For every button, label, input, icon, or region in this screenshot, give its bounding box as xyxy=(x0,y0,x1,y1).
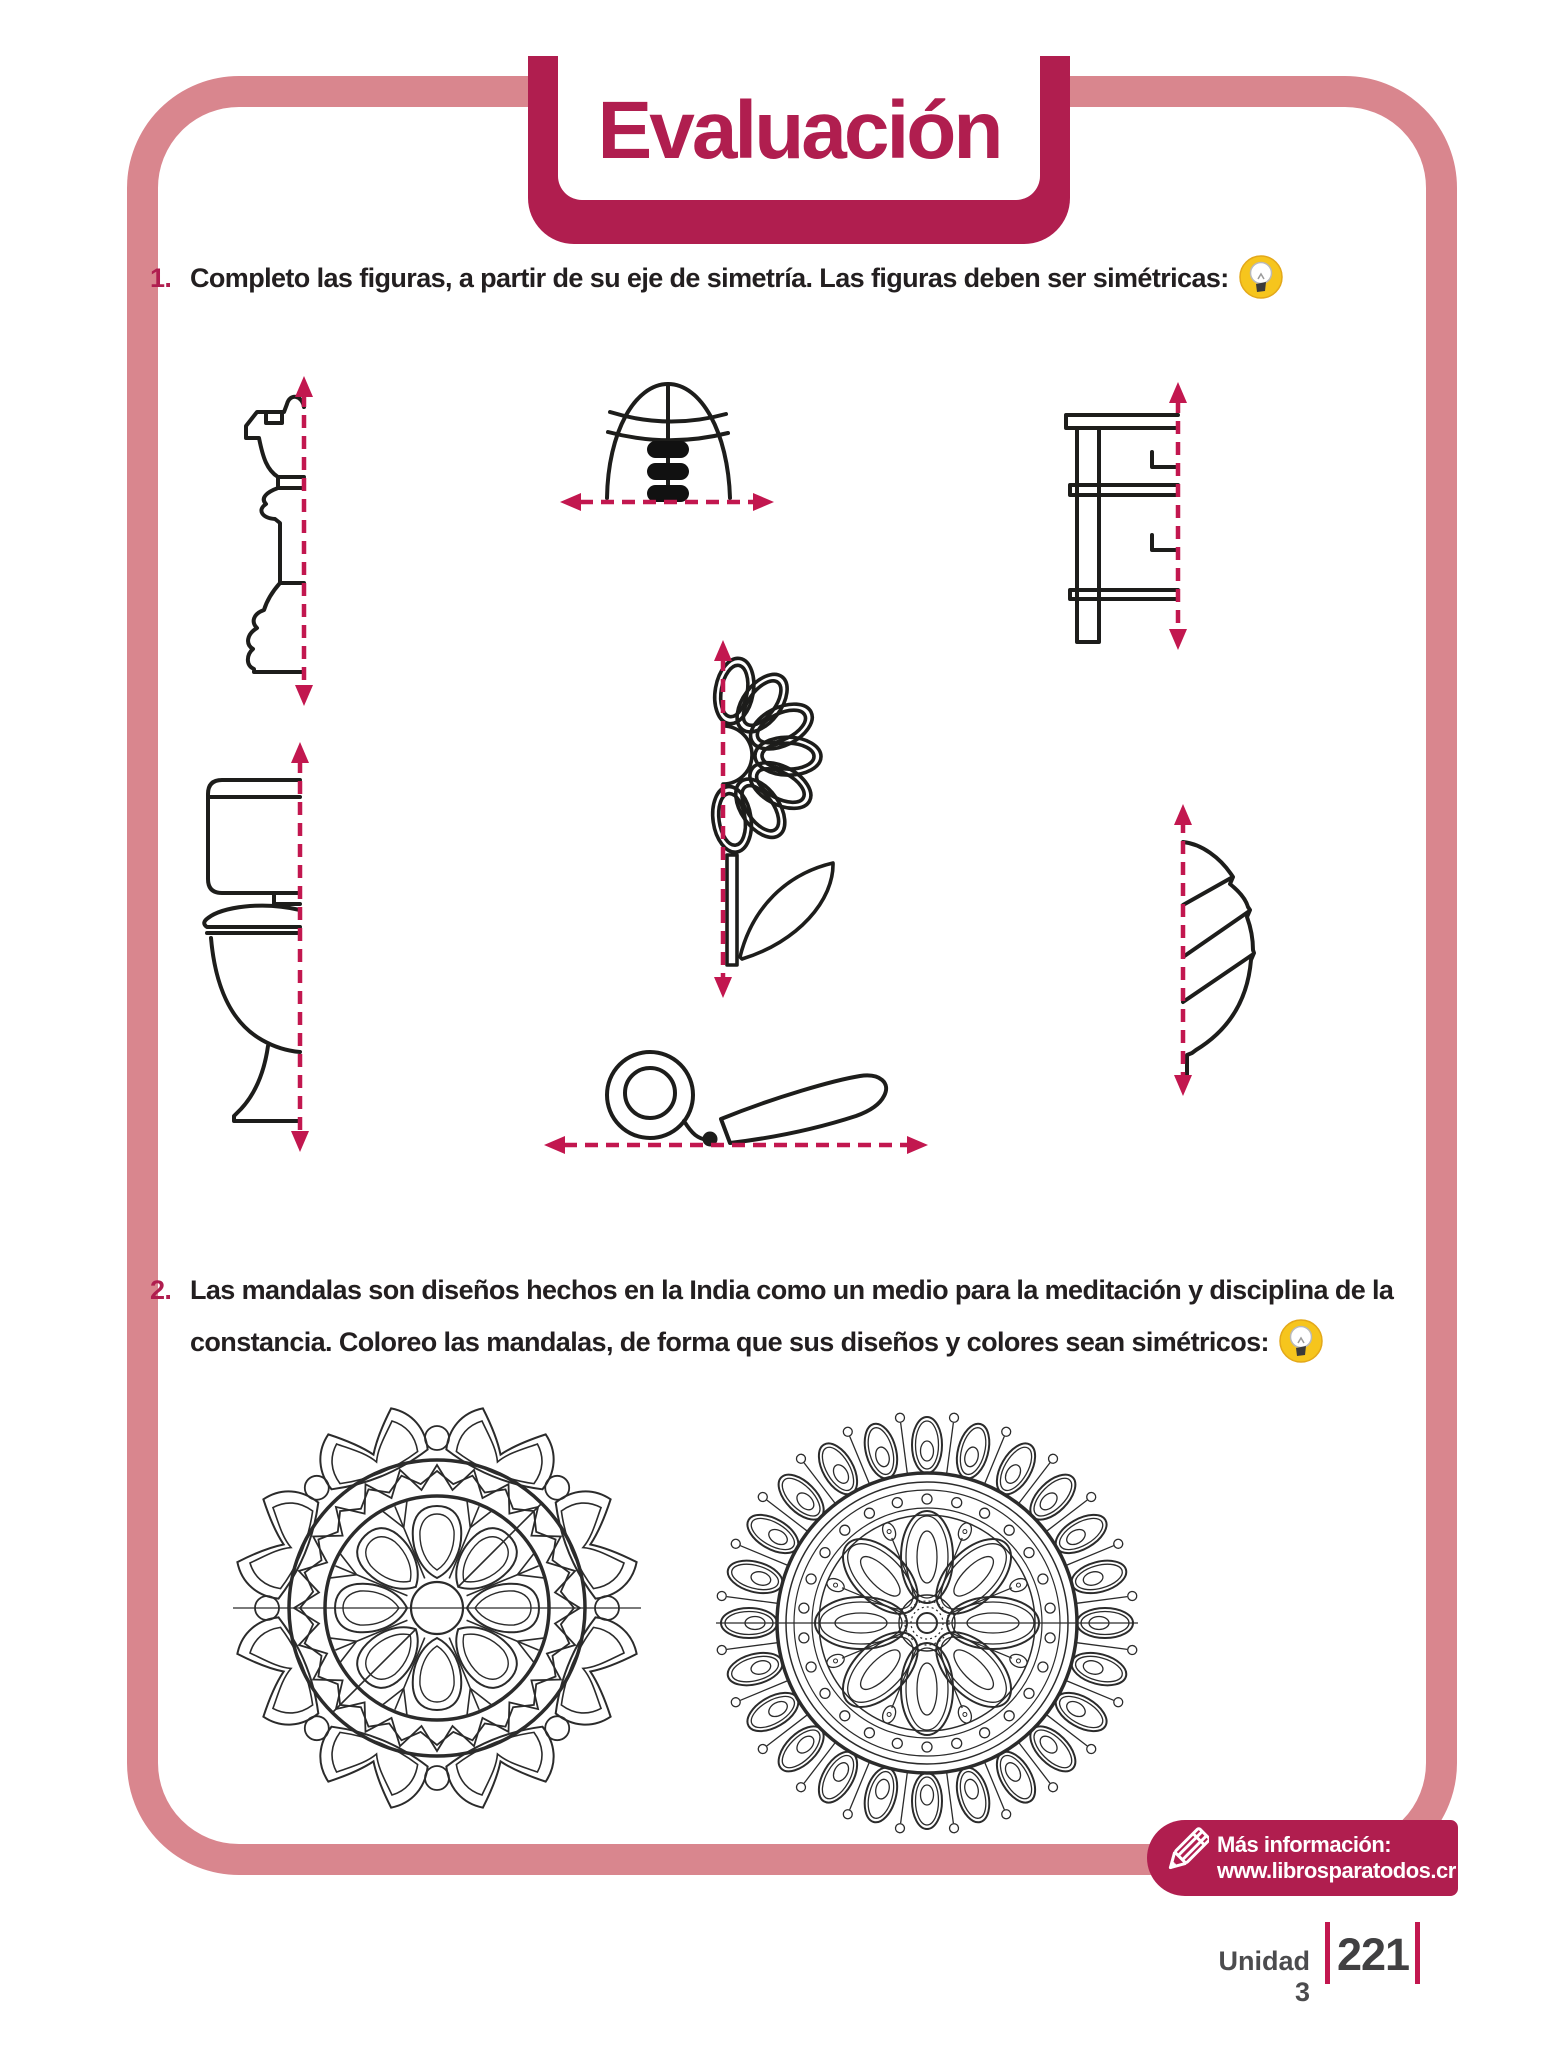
lightbulb-icon xyxy=(1239,255,1283,316)
chess-piece-outline xyxy=(246,397,304,672)
info-badge[interactable] xyxy=(1147,1820,1458,1896)
badge-url[interactable]: www.librosparatodos.cr xyxy=(1217,1858,1456,1883)
page-title: Evaluación xyxy=(597,85,1001,176)
figure-chess-piece xyxy=(220,376,316,706)
page-number: 221 xyxy=(1336,1929,1410,1980)
figure-scissors xyxy=(540,1030,932,1156)
scissors-outline xyxy=(607,1052,886,1147)
figure-shelf xyxy=(1052,380,1186,652)
lightbulb-icon xyxy=(1279,1319,1323,1380)
footer-unit-label: Unidad 3 xyxy=(1218,1946,1310,2007)
item-number: 2. xyxy=(150,1275,172,1305)
symmetry-axis xyxy=(1169,382,1187,650)
item-number: 1. xyxy=(150,263,172,293)
item-text: Las mandalas son diseños hechos en la India como un medio para la meditación y disciplina de la constancia. Coloreo las mandalas, de forma que sus diseños y colores sean simétricos: xyxy=(190,1275,1394,1357)
football-outline xyxy=(607,384,730,502)
flower-outline xyxy=(709,655,833,965)
symmetry-axis xyxy=(544,1136,928,1154)
shell-outline xyxy=(1183,842,1254,1075)
title-banner xyxy=(528,56,1070,244)
title-banner-inner xyxy=(558,56,1040,200)
shelf-outline xyxy=(1066,415,1178,642)
page-number-bar-right xyxy=(1415,1922,1420,1984)
mandala-left xyxy=(232,1403,642,1813)
instruction-2 xyxy=(150,1264,1412,1380)
mandala-left-drawing xyxy=(230,1401,645,1816)
symmetry-axis xyxy=(714,640,732,998)
toilet-outline xyxy=(204,780,300,1121)
figure-flower xyxy=(706,634,854,1006)
symmetry-axis xyxy=(291,742,309,1152)
badge-label: Más información: xyxy=(1217,1832,1392,1857)
instruction-1 xyxy=(150,252,1470,316)
figure-toilet xyxy=(196,740,308,1156)
mandala-right-drawing xyxy=(716,1413,1138,1834)
page-number-bar-left xyxy=(1325,1922,1330,1984)
symmetry-axis xyxy=(295,376,313,706)
item-text: Completo las figuras, a partir de su eje de simetría. Las figuras deben ser simétricas: xyxy=(190,263,1229,293)
figure-football xyxy=(558,372,776,510)
mandala-right xyxy=(715,1411,1139,1835)
figure-shell xyxy=(1170,800,1262,1100)
pencil-icon xyxy=(1159,1826,1209,1891)
